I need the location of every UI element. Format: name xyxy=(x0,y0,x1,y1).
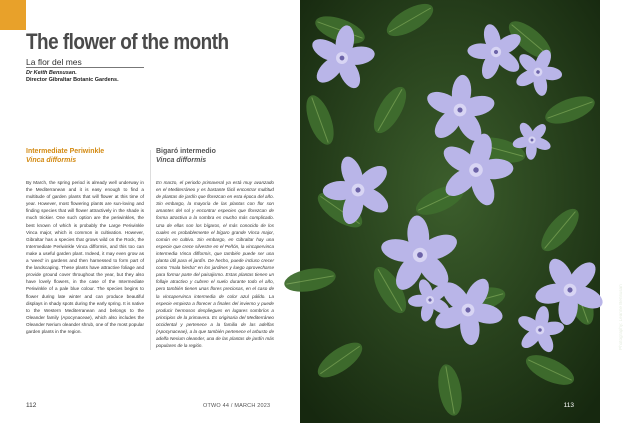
periwinkle-photo xyxy=(300,0,600,423)
page-number-left: 112 xyxy=(26,402,37,409)
column-divider xyxy=(150,150,151,350)
right-page-photo xyxy=(300,0,623,423)
page-number-right: 113 xyxy=(563,402,574,409)
magazine-issue: OTWO 44 / MARCH 2023 xyxy=(203,403,271,409)
page-subtitle: La flor del mes xyxy=(26,57,82,67)
page-title: The flower of the month xyxy=(26,29,229,54)
english-body: By March, the spring period is already well underway in the Mediterranean and it is easy enough to find a multitude of garden plants that will flower at this time of year. However, most flowering plants are sun-loving and finding species that will flower attractively in the shade is much trickier. One such option are the periwinkles, the best known of which is probably the Large Periwinkle Vinca major, which is common in cultivation. However, Gibraltar has a species that grows wild on the Rock, the Intermediate Periwinkle Vinca difformis, and this too can make a useful garden plant. Indeed, it may even grow as a ‘weed’ in gardens and then harnessed to form part of the landscaping. These plants have attractive foliage and provide ground cover throughout the year, but they also have lovely flowers, in the case of the Intermediate Periwinkle of a pale blue colour. The species begins to flower during late winter and can produce beautiful displays in shady spots during the early spring. It is native to the Western Mediterranean and belongs to the Oleander family (Apocynaceae), which also includes the Oleander Nerium oleander shrub, one of the most popular garden plants in the region. xyxy=(26,180,144,334)
spanish-heading: Bigaró intermedio xyxy=(156,148,216,155)
title-rule xyxy=(26,67,144,68)
spanish-body: En marzo, el periodo primaveral ya está muy avanzado en el Mediterráneo y es bastante fácil encontrar multitud de plantas de jardín que florezcan en esta época del año. Sin embargo, la mayoría de las plantas con flor son amantes del sol y encontrar especies que florezcan de forma atractiva a la sombra es mucho más complicado. Una de ellas son los bígaros, el más conocido de los cuales es probablemente el bígaro grande Vinca major, común en cultivo. Sin embargo, en Gibraltar hay una especie que crece silvestre en el Peñón, la vincapervinca intermedia Vinca difformis, que también puede ser una planta útil para el jardín. De hecho, puede incluso crecer como “mala hierba” en los jardines y luego aprovecharse para formar parte del paisajismo. Estas plantas tienen un follaje atractivo y cubren el suelo durante todo el año, pero también tienen unas flores preciosas, en el caso de la vincapervinca intermedia de color azul pálido. La especie empieza a florecer a finales del invierno y puede producir hermosos despliegues en lugares sombríos a principios de la primavera. Es originaria del Mediterráneo occidental y pertenece a la familia de las adelfas (Apocynaceae), a la que también pertenece el arbusto de adelfa Nerium oleander, una de las plantas de jardín más populares de la región. xyxy=(156,180,274,349)
spanish-latin-name: Vinca difformis xyxy=(156,156,207,164)
left-page xyxy=(0,0,300,423)
english-latin-name: Vinca difformis xyxy=(26,156,77,164)
author-role: Director Gibraltar Botanic Gardens. xyxy=(26,77,119,83)
photo-credit: Photography: Leanne Bensusan xyxy=(618,284,623,350)
author-name: Dr Keith Bensusan. xyxy=(26,70,77,76)
spanish-column xyxy=(156,148,274,349)
accent-tab xyxy=(0,0,26,30)
english-column xyxy=(26,148,144,335)
english-heading: Intermediate Periwinkle xyxy=(26,148,105,155)
